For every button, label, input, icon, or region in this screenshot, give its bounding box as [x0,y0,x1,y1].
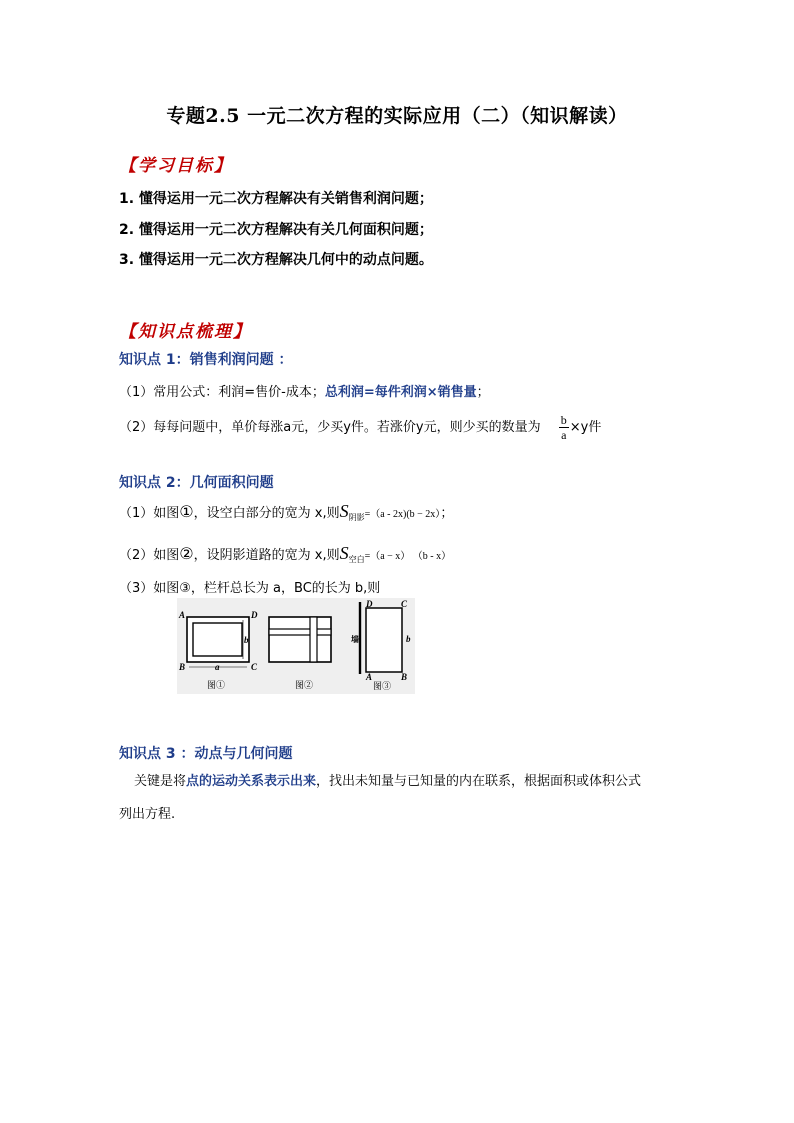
kp3-text-highlight: 点的运动关系表示出来 [186,774,317,789]
figure-3-label-D: D [366,599,373,609]
figure-1-label-C: C [251,662,258,672]
kp2-line2-formula: =（a − x） （b - x） [364,551,452,562]
kp1-line1-suffix: ； [476,385,490,400]
kp2-title: 知识点 2：几何面积问题 [119,475,274,491]
kp2-line1-prefix: （1）如图 [119,506,180,521]
figure-1 [178,610,258,690]
figure-2-caption: 图② [295,680,314,690]
kp1-title: 知识点 1：销售利润问题 ： [119,352,293,368]
figure-1-label-A: A [179,610,186,620]
kp1-line1-prefix: （1）常用公式：利润=售价-成本； [119,385,325,400]
kp2-line1-subscript: 阴影 [348,513,365,522]
geometry-figure-svg [177,598,415,694]
page-title: 专题2.5 一元二次方程的实际应用（二）（知识解读） [166,105,628,127]
figure-1-caption: 图① [207,680,226,690]
figure-1-label-B: B [179,662,186,672]
kp3-text-prefix: 关键是将 [134,774,187,789]
figure-3-wall-label: 墙 [351,635,359,644]
figure-3-label-B: B [401,672,408,682]
figure-1-label-a: a [215,662,220,672]
kp2-line3: （3）如图③，栏杆总长为 a，BC的长为 b,则 [119,581,381,596]
figure-3 [351,599,411,691]
kp2-line2-subscript: 空白 [348,555,365,564]
kp1-line1 [119,381,490,400]
figure-3-label-b: b [406,634,411,644]
figure-3-caption: 图③ [373,681,392,691]
objective-item-3: 3. 懂得运用一元二次方程解决几何中的动点问题。 [119,252,433,268]
kp1-fraction-numerator: b [560,413,567,427]
objective-item-2: 2. 懂得运用一元二次方程解决有关几何面积问题； [119,222,433,238]
kp1-fraction-denominator: a [561,428,567,442]
kp2-line1-figure-mark: ① [179,502,194,521]
kp2-line1-S: S [339,501,349,521]
figure-2-horizontal-road [269,629,331,635]
figure-3-label-C: C [401,599,408,609]
kp1-line2 [119,413,601,442]
kp1-total-profit-formula: 总利润=每件利润×销售量 [324,385,477,400]
kp2-line2-prefix: （2）如图 [119,548,180,563]
figure-2 [269,617,331,690]
figure-1-label-D: D [251,610,258,620]
kp2-line2 [119,543,451,565]
kp2-line1 [119,501,453,523]
figure-1-label-b: b [244,635,249,645]
kp2-line2-S: S [339,543,349,563]
figure-1-inner-rect [193,623,242,656]
figure-3-label-A: A [366,672,373,682]
kp3-text-line2: 列出方程. [119,807,176,822]
knowledge-heading: 【知识点梳理】 [119,322,252,342]
kp2-line2-mid: ，设阴影道路的宽为 x,则 [193,548,340,563]
kp1-line2-suffix: ×y件 [569,420,602,435]
figure-3-fence-rect [366,608,402,672]
kp2-line1-mid: ，设空白部分的宽为 x,则 [193,506,340,521]
kp2-line1-end: ； [440,506,454,521]
kp3-text-rest: ，找出未知量与已知量的内在联系，根据面积或体积公式 [316,774,642,789]
figure-2-vertical-road [310,617,317,662]
kp3-title: 知识点 3 ：动点与几何问题 [119,746,293,762]
kp1-line2-prefix: （2）每每问题中，单价每涨a元，少买y件。若涨价y元，则少买的数量为 [119,420,541,435]
objectives-heading: 【学习目标】 [119,156,233,176]
kp3-text-line1 [134,770,641,789]
kp2-line1-formula: =（a - 2x)(b − 2x） [364,509,441,520]
kp2-line2-figure-mark: ② [179,544,194,563]
kp1-fraction [559,413,569,442]
figure-2-outer-rect [269,617,331,662]
geometry-figure [177,598,415,694]
objective-item-1: 1. 懂得运用一元二次方程解决有关销售利润问题； [119,191,433,207]
